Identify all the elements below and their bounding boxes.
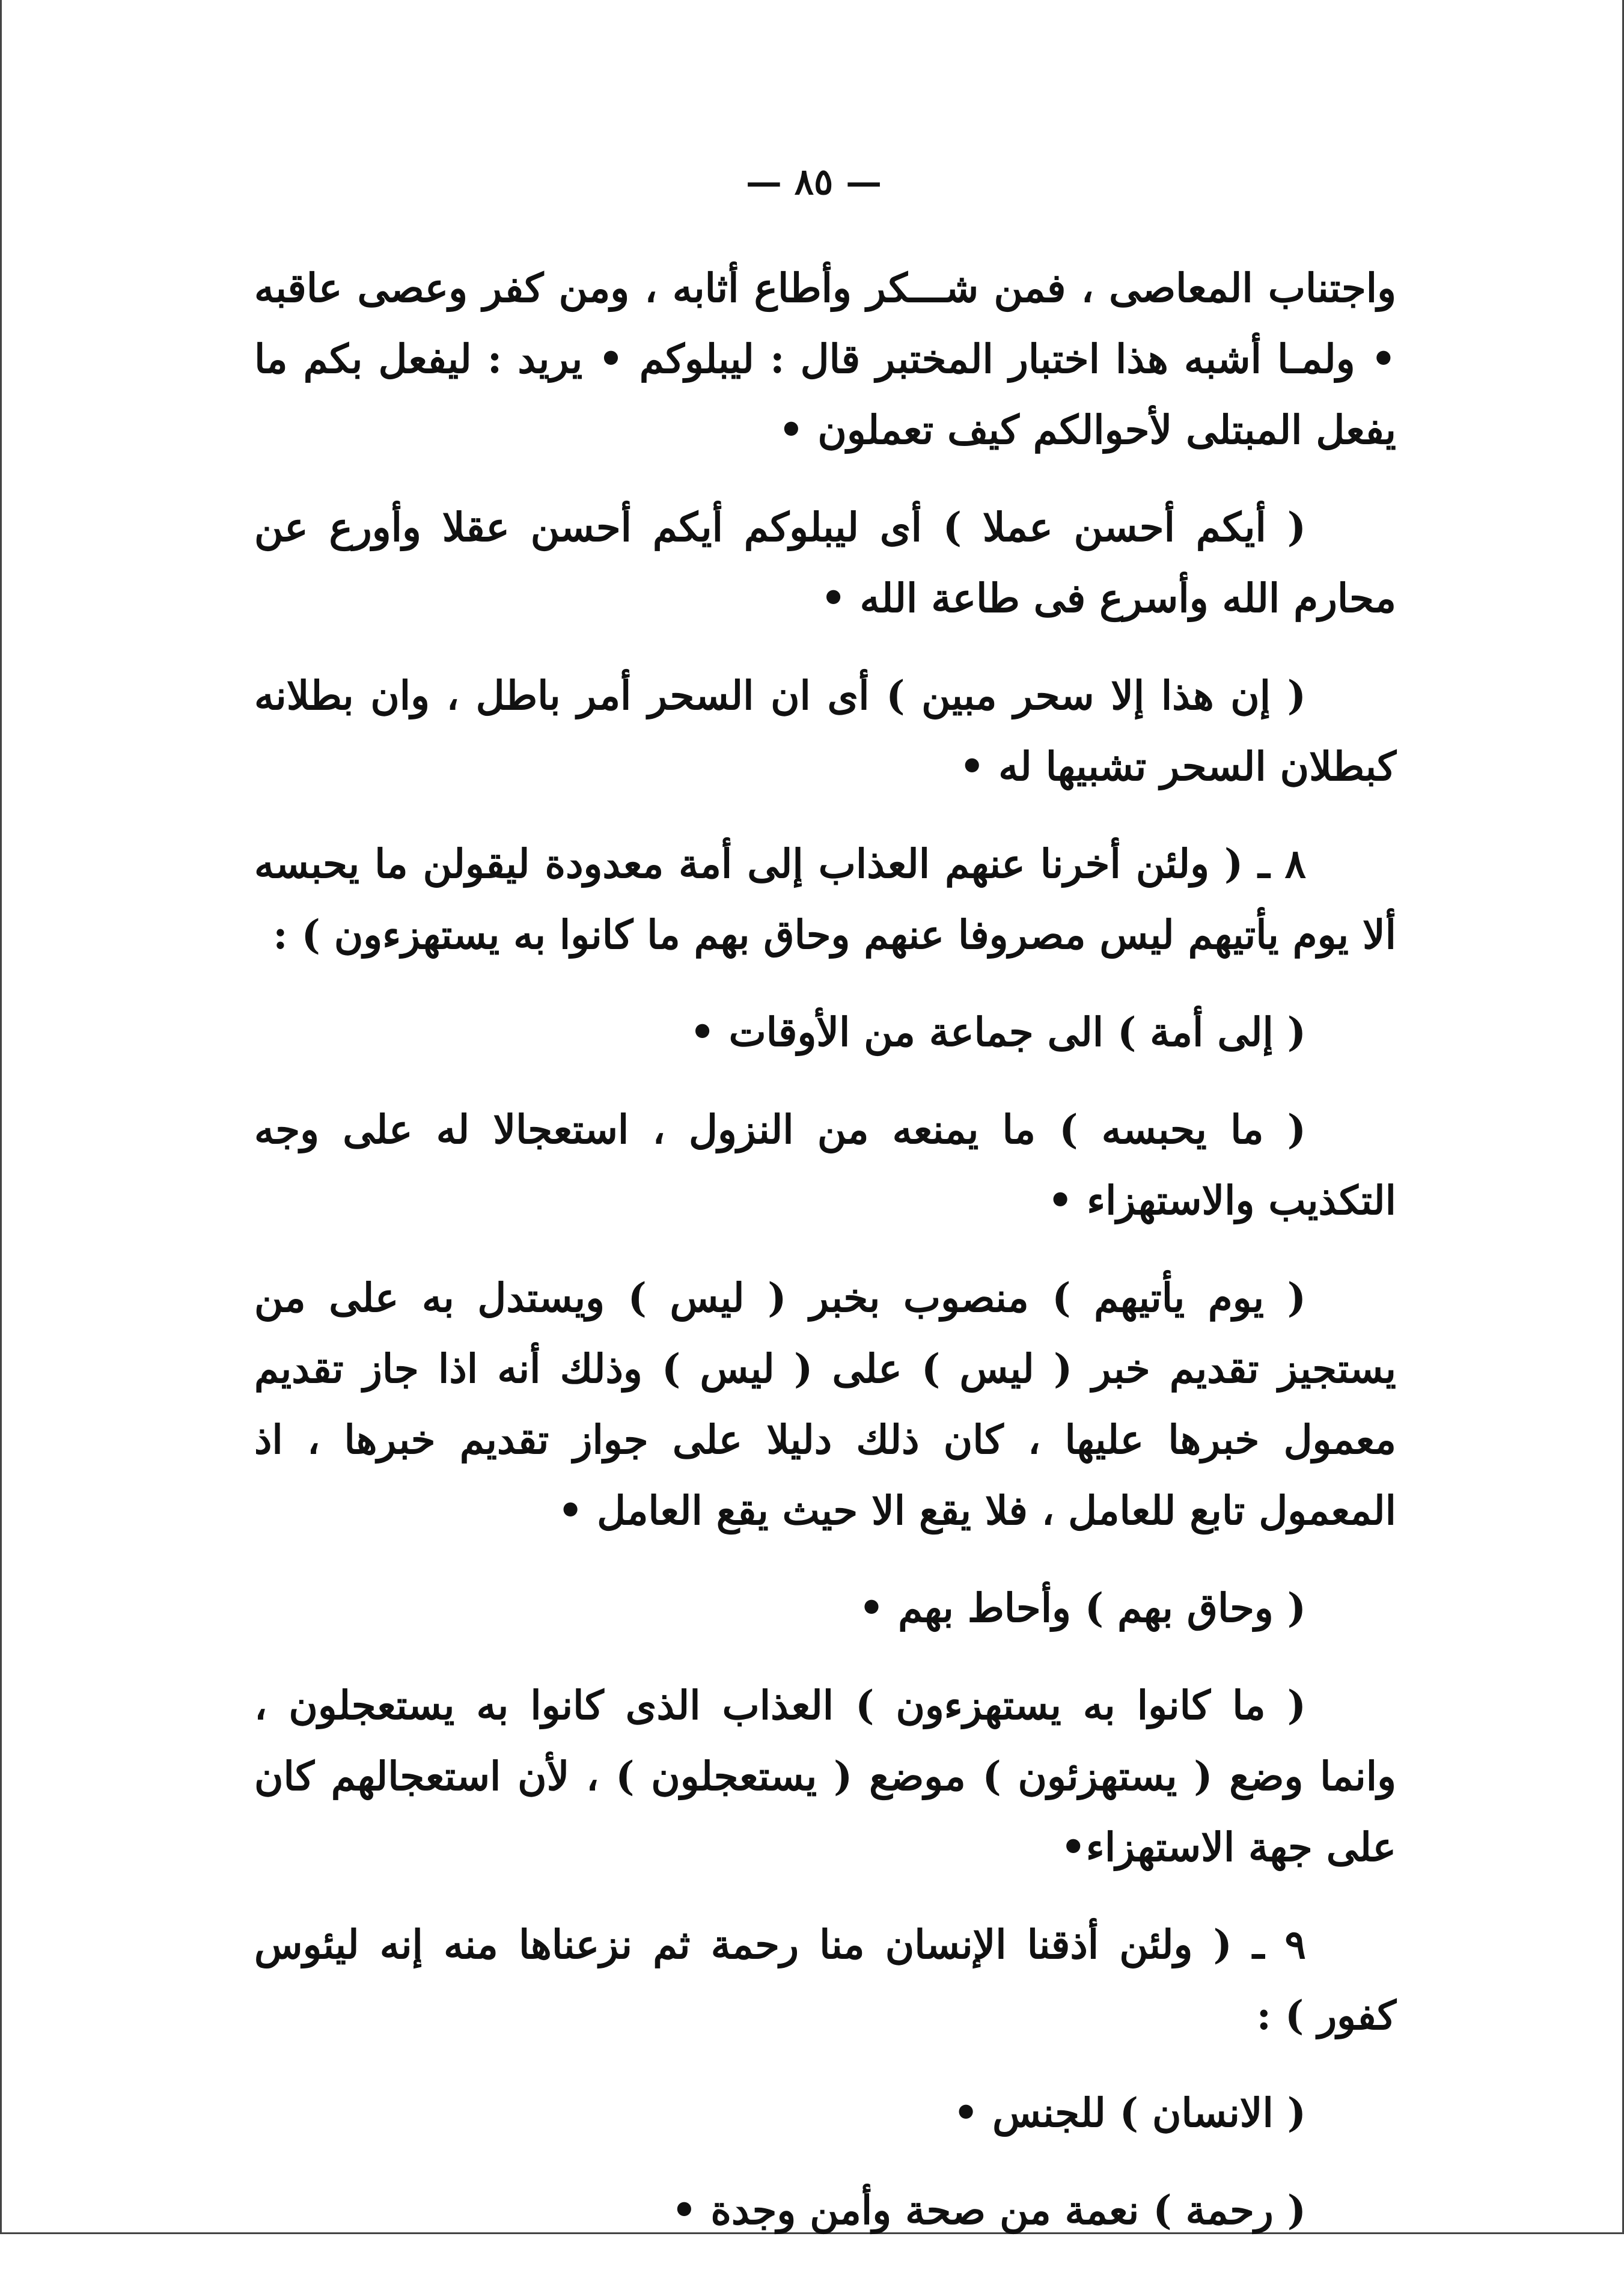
paragraph-3: ( إن هذا إلا سحر مبين ) أى ان السحر أمر باطل ، وان بطلانه كبطلان السحر تشبيها له • (254, 672, 1396, 790)
paragraph-1: واجتناب المعاصى ، فمن شـــكر وأطاع أثابه ، ومن كفر وعصى عاقبه • ولمـا أشبه هذا اختبار المختبر قال : ليبلوكم • يريد : ليفعل بكم ما يفعل المبتلى لأحوالكم كيف تعملون • (254, 264, 1396, 453)
page-body (254, 252, 1396, 2272)
paragraph-12: ( رحمة ) نعمة من صحة وأمن وجدة • (671, 2187, 1306, 2234)
page-number: — ٨٥ — (745, 161, 882, 203)
paragraph-11: ( الانسان ) للجنس • (953, 2089, 1306, 2136)
paragraph-4: ٨ ـ ( ولئن أخرنا عنهم العذاب إلى أمة معدودة ليقولن ما يحبسه ألا يوم يأتيهم ليس مصروفا عنهم وحاق بهم ما كانوا به يستهزءون ) : (254, 840, 1396, 958)
paragraph-6: ( ما يحبسه ) ما يمنعه من النزول ، استعجالا له على وجه التكذيب والاستهزاء • (254, 1106, 1396, 1224)
paragraph-10: ٩ ـ ( ولئن أذقنا الإنسان منا رحمة ثم نزعناها منه إنه ليئوس كفور ) : (254, 1921, 1396, 2039)
paragraph-9: ( ما كانوا به يستهزءون ) العذاب الذى كانوا به يستعجلون ، وانما وضع ( يستهزئون ) موضع ( يستعجلون ) ، لأن استعجالهم كان على جهة الاستهزاء• (254, 1682, 1396, 1870)
paragraph-2: ( أيكم أحسن عملا ) أى ليبلوكم أيكم أحسن عقلا وأورع عن محارم الله وأسرع فى طاعة الله • (254, 504, 1396, 621)
paragraph-5: ( إلى أمة ) الى جماعة من الأوقات • (689, 1009, 1306, 1055)
paragraph-8: ( وحاق بهم ) وأحاط بهم • (858, 1584, 1306, 1631)
paragraph-7: ( يوم يأتيهم ) منصوب بخبر ( ليس ) ويستدل به على من يستجيز تقديم خبر ( ليس ) على ( ليس ) وذلك أنه اذا جاز تقديم معمول خبرها عليها ، كان ذلك دليلا على جواز تقديم خبرها ، اذ المعمول تابع للعامل ، فلا يقع الا حيث يقع العامل • (254, 1274, 1396, 1534)
